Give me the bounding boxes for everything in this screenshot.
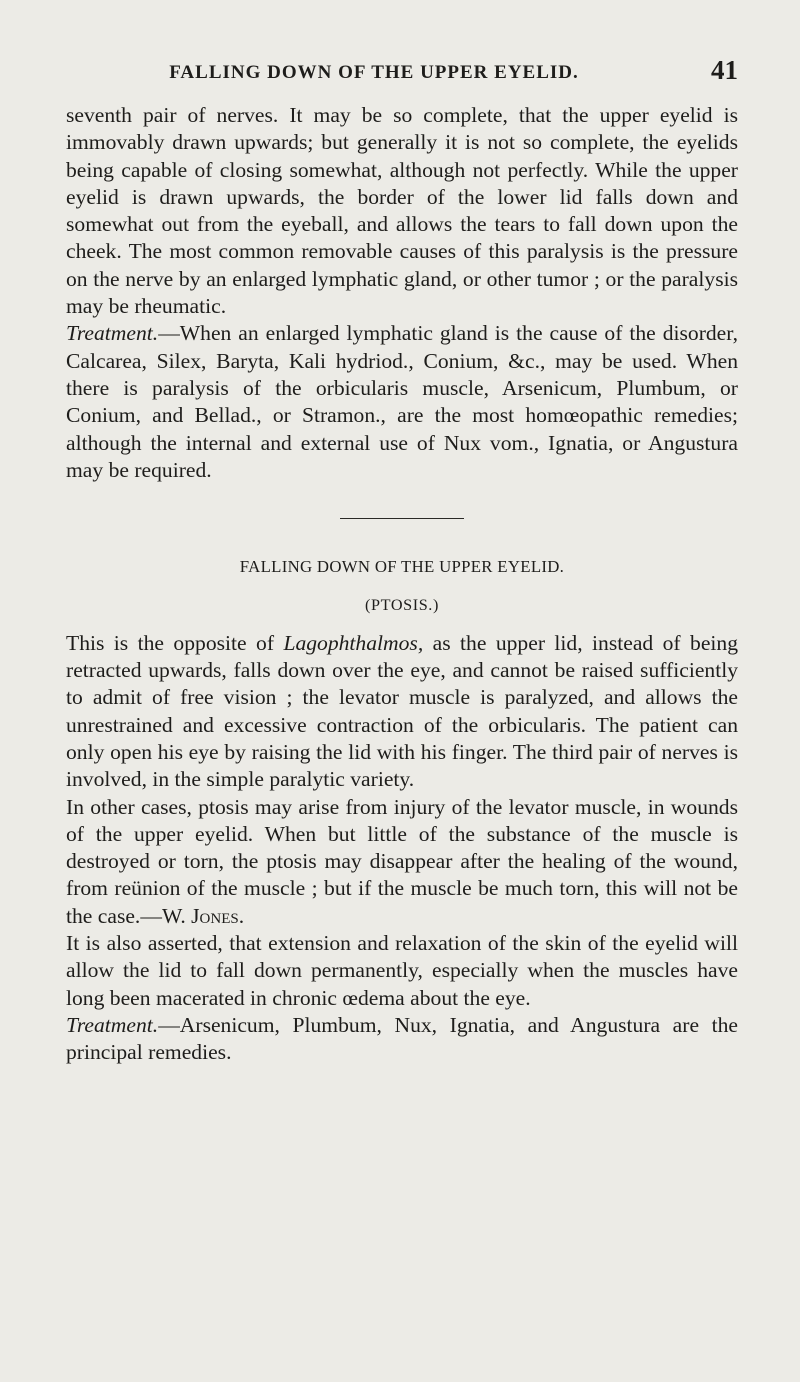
treatment-text: —When an enlarged lymphatic gland is the cause of the disorder, Calcarea, Silex, Baryta, Kali hydriod., Conium, &c., may be used. When there is paralysis of the orbicularis muscle, Arsenicum, Plumbum, or Conium, and Bellad., or Stramon., are the most homœopathic remedies; although the internal and external use of Nux vom., Ignatia, or Angustura may be required. [66,321,738,482]
intro-italic-term: Lagophthalmos, [283,630,424,655]
running-title: FALLING DOWN OF THE UPPER EYELID. [169,62,579,83]
intro-after: as the upper lid, instead of being retracted upwards, falls down over the eye, and cannot be raised sufficiently to admit of free vision ; the levator muscle is paralyzed, and allows the unrestrained and excessive contraction of the orbicularis. The patient can only open his eye by raising the lid with his finger. The third pair of nerves is involved, in the simple paralytic variety. [66,630,738,792]
treatment-label: Treatment. [66,321,159,346]
section-title: FALLING DOWN OF THE UPPER EYELID. [239,557,565,577]
paragraph-treatment-lagophthalmos [66,320,738,484]
body-text [66,102,738,1067]
page-number: 41 [711,55,738,85]
treatment-label: Treatment. [66,1012,159,1037]
paragraph-ptosis-injury [66,794,738,930]
paragraph-ptosis-skin: It is also asserted, that extension and relaxation of the skin of the eyelid will allow the lid to fall down permanently, especially when the muscles have long been macerated in chronic œdema about the eye. [66,931,738,1010]
paragraph-ptosis-intro [66,630,738,794]
treatment-text: —Arsenicum, Plumbum, Nux, Ignatia, and Angustura are the principal remedies. [66,1012,738,1065]
paragraph-continuation: seventh pair of nerves. It may be so complete, that the upper eyelid is immovably drawn upwards; but generally it is not so complete, the eyelids being capable of closing somewhat, although not perfectly. While the upper eyelid is drawn upwards, the border of the lower lid falls down and somewhat out from the eyeball, and allows the tears to fall down upon the cheek. The most common removable causes of this paralysis is the pressure on the nerve by an enlarged lymphatic gland, or other tumor ; or the paralysis may be rheumatic. [66,103,738,319]
injury-text: In other cases, ptosis may arise from injury of the levator muscle, in wounds of the upper eyelid. When but little of the substance of the muscle is destroyed or torn, the ptosis may disappear after the healing of the wound, from reünion of the muscle ; but if the muscle be much torn, this will not be the case.— [66,794,738,928]
citation-author: W. Jones. [161,903,245,928]
section-subtitle: (PTOSIS.) [365,596,439,615]
running-header [66,55,738,102]
section-divider [340,518,464,519]
intro-before: This is the opposite of [66,630,284,655]
paragraph-treatment-ptosis [66,1012,738,1067]
